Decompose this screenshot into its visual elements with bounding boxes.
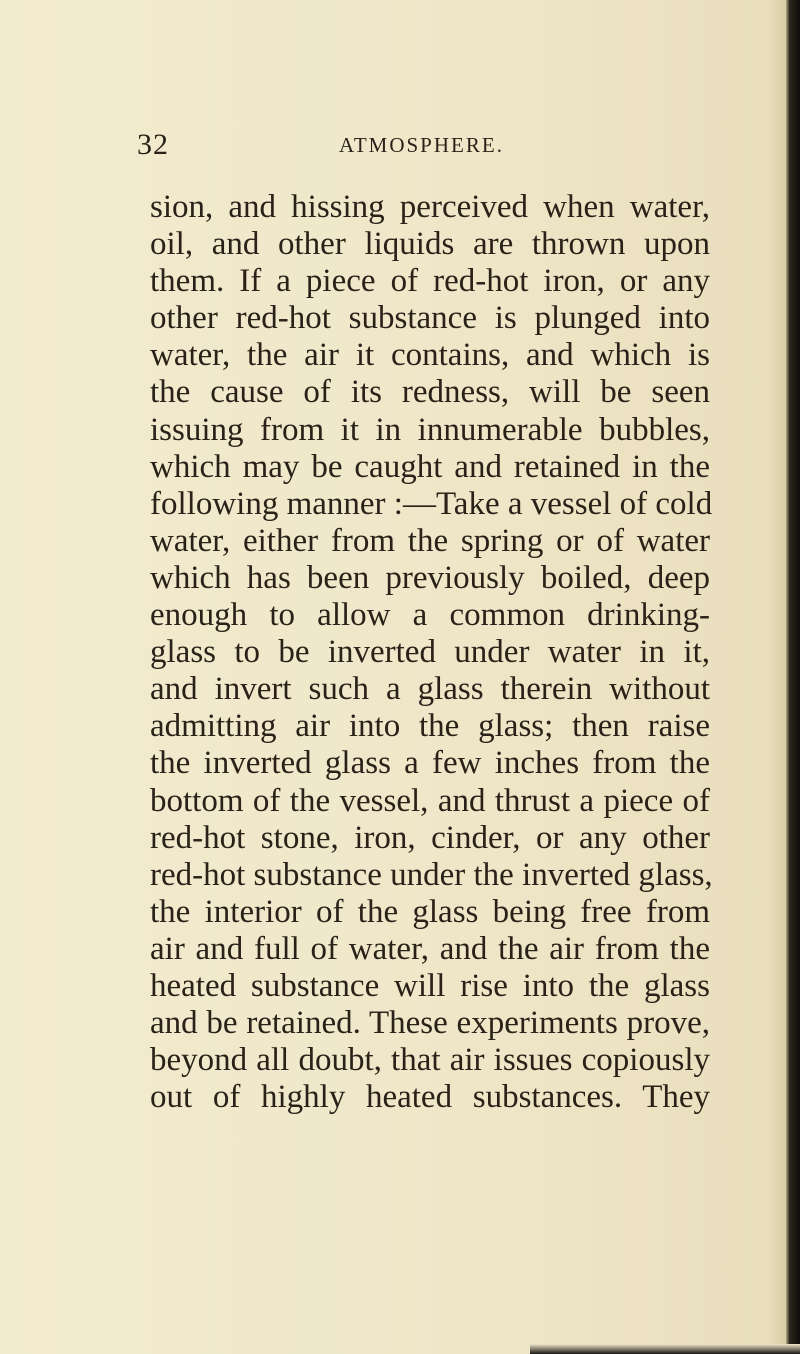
text-line: the cause of its redness, will be seen — [150, 374, 710, 411]
text-line: them. If a piece of red-hot iron, or any — [150, 263, 710, 300]
text-line: the inverted glass a few inches from the — [150, 745, 710, 782]
page-gutter-shadow — [786, 0, 800, 1354]
text-line: water, either from the spring or of water — [150, 522, 710, 559]
text-line: following manner :—Take a vessel of cold — [150, 485, 713, 522]
running-head — [137, 128, 697, 168]
text-line: issuing from it in innumerable bubbles, — [150, 411, 710, 448]
text-line: and invert such a glass therein without — [150, 671, 710, 708]
text-line: air and full of water, and the air from the — [150, 930, 710, 967]
text-line: enough to allow a common drinking- — [150, 597, 710, 634]
text-line: water, the air it contains, and which is — [150, 337, 710, 374]
text-line: out of highly heated substances. They — [150, 1079, 710, 1116]
body-paragraph — [150, 189, 713, 1116]
text-line: sion, and hissing perceived when water, — [150, 189, 710, 225]
text-line: red-hot substance under the inverted glass, — [150, 856, 713, 893]
page-bottom-edge — [530, 1344, 800, 1354]
text-line: heated substance will rise into the glass — [150, 967, 710, 1004]
text-line: admitting air into the glass; then raise — [150, 708, 710, 745]
text-line: beyond all doubt, that air issues copiously — [150, 1042, 710, 1079]
text-line: the interior of the glass being free from — [150, 893, 710, 930]
text-line: other red-hot substance is plunged into — [150, 300, 710, 337]
running-title: ATMOSPHERE. — [339, 133, 504, 157]
page-number: 32 — [137, 128, 169, 161]
text-line: red-hot stone, iron, cinder, or any other — [150, 819, 710, 856]
text-line: glass to be inverted under water in it, — [150, 634, 710, 671]
text-line: bottom of the vessel, and thrust a piece of — [150, 782, 710, 819]
text-line: which has been previously boiled, deep — [150, 559, 710, 596]
text-line: which may be caught and retained in the — [150, 448, 710, 485]
text-line: oil, and other liquids are thrown upon — [150, 226, 710, 263]
text-line: and be retained. These experiments prove, — [150, 1005, 710, 1042]
